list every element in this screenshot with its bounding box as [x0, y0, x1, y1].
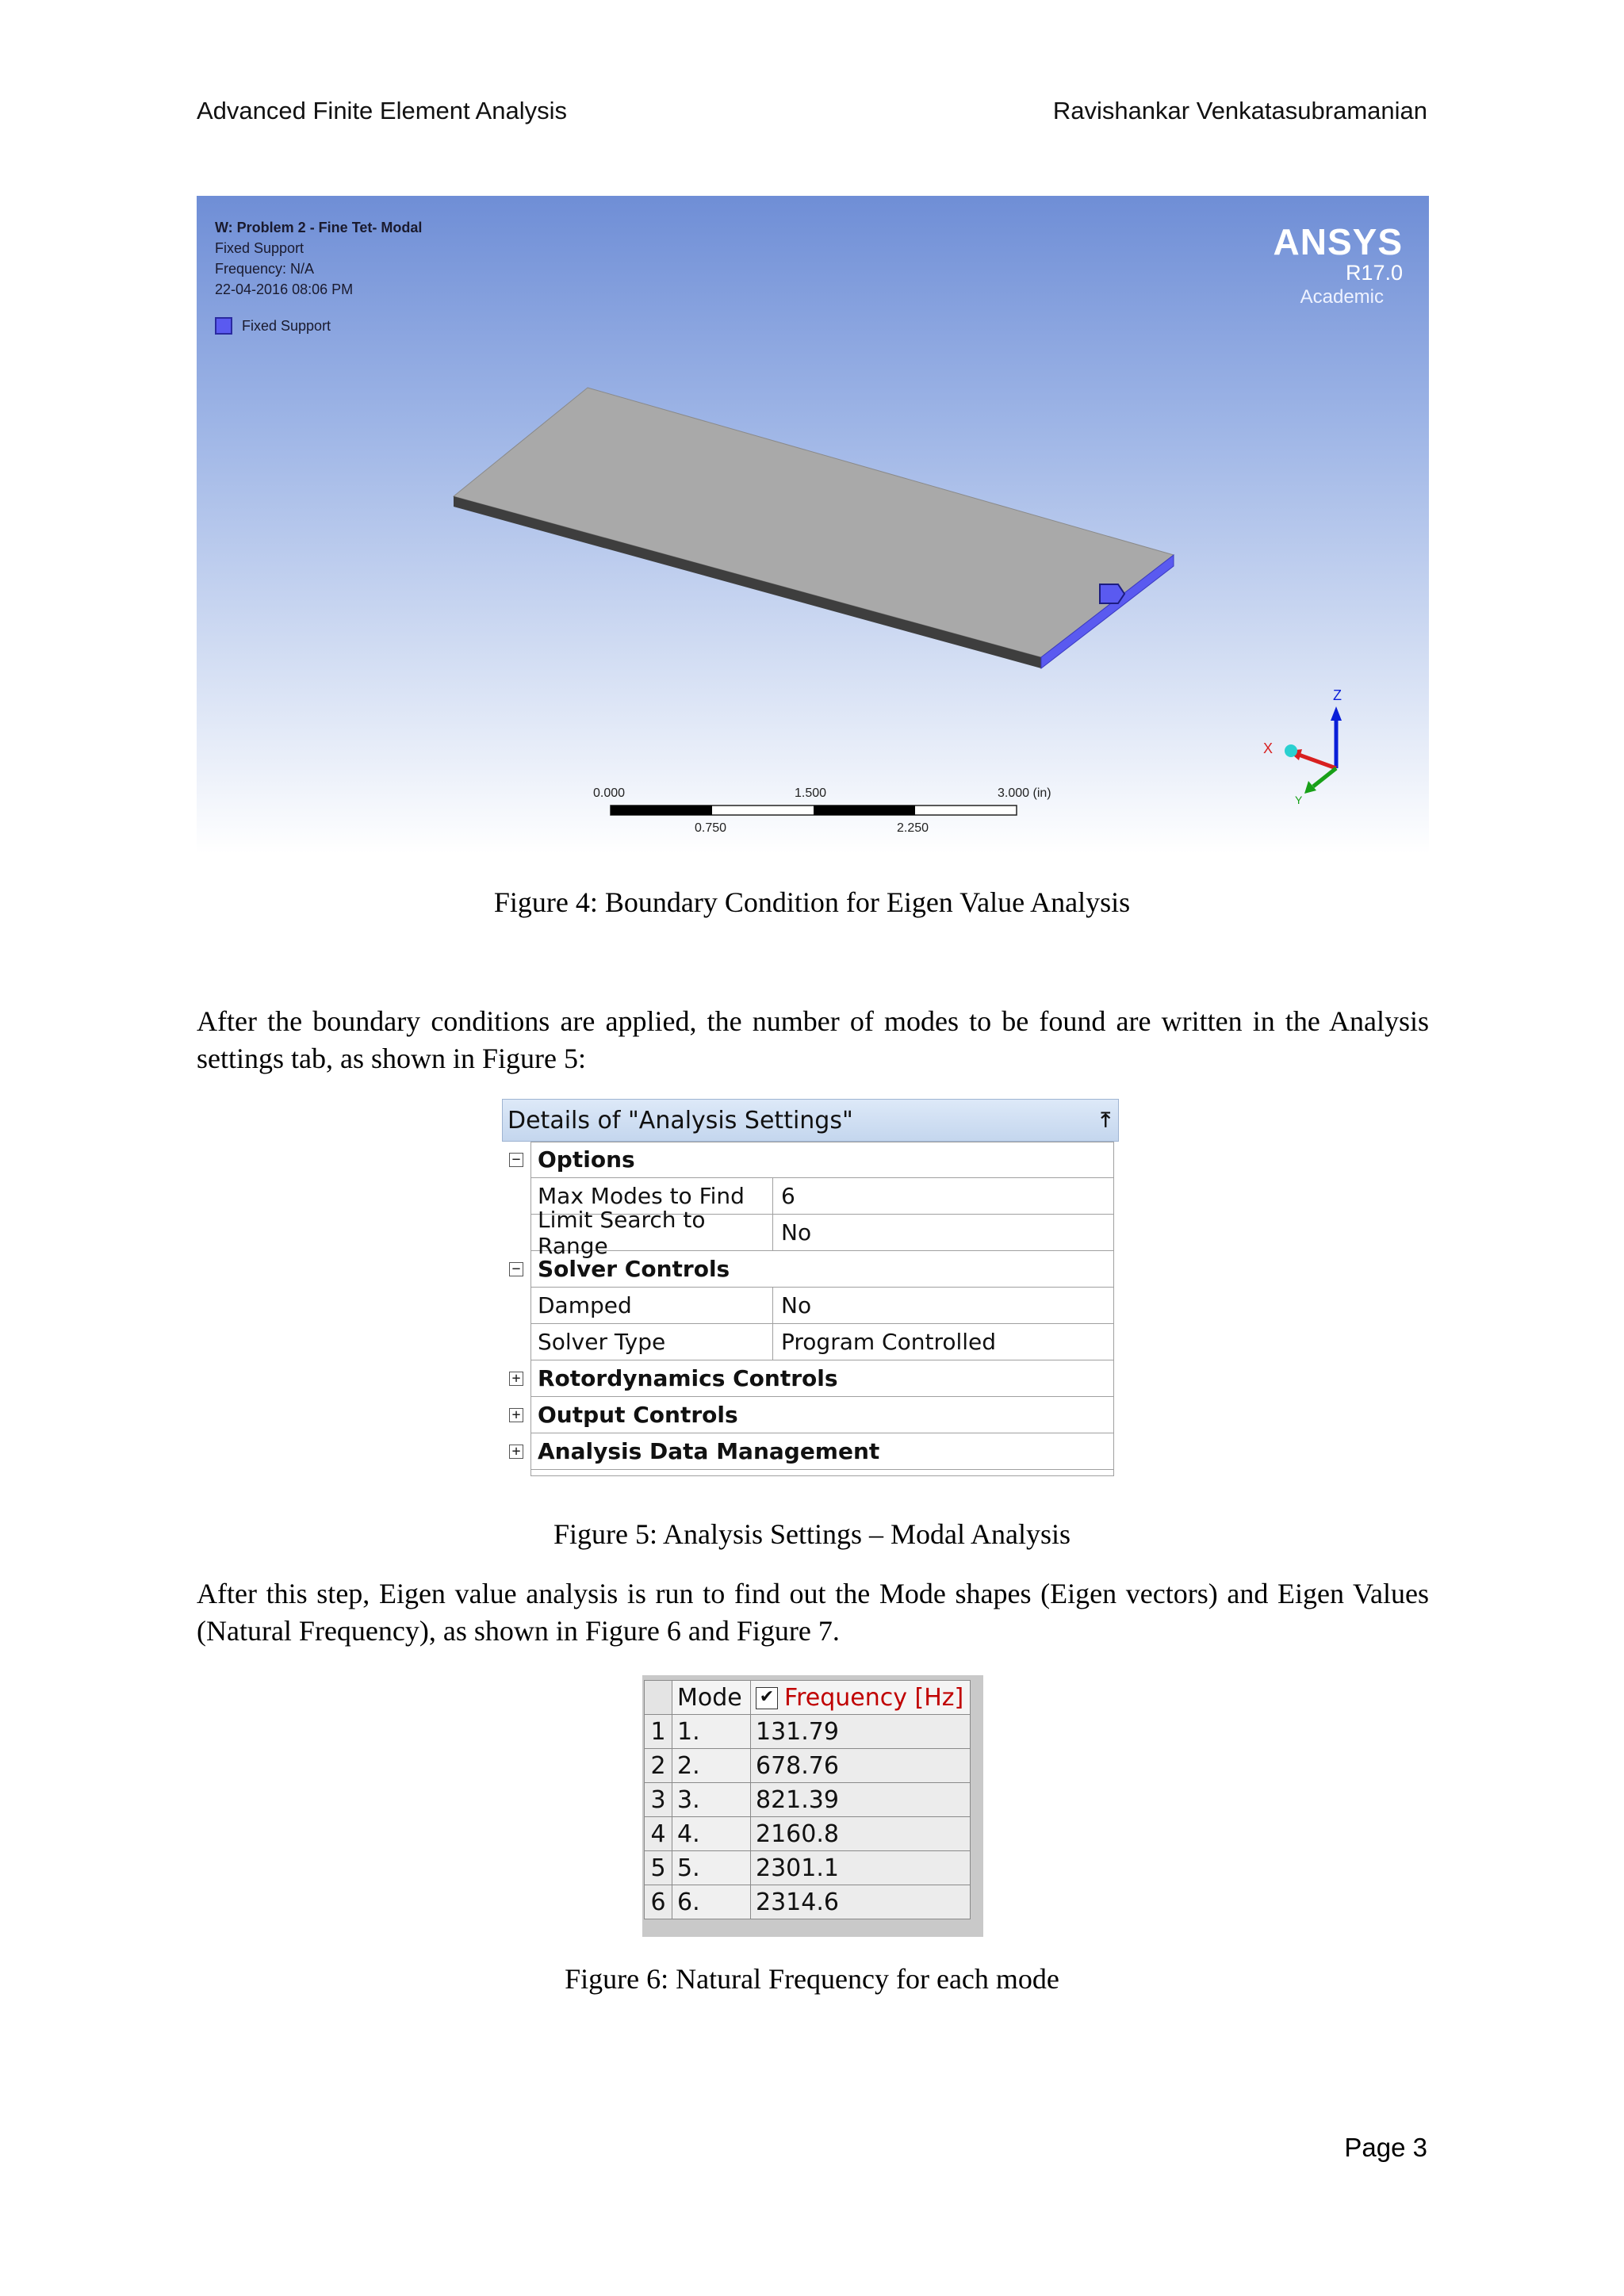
figure4-caption: Figure 4: Boundary Condition for Eigen Value Analysis	[493, 886, 1131, 918]
header-author: Ravishankar Venkatasubramanian	[1052, 97, 1427, 124]
frequency-cell[interactable]: 2301.1	[751, 1851, 971, 1885]
viewport-info-date: 22-04-2016 08:06 PM	[215, 281, 354, 297]
row-index[interactable]: 2	[645, 1749, 672, 1783]
header-frequency[interactable]	[751, 1681, 971, 1715]
group-rotordynamics-label: Rotordynamics Controls	[530, 1360, 1114, 1397]
group-output-controls[interactable]	[502, 1397, 1114, 1433]
max-modes-label: Max Modes to Find	[530, 1178, 773, 1215]
scale-label-1500: 1.500	[795, 786, 827, 800]
frequency-table-panel	[642, 1675, 983, 1937]
table-row[interactable]	[645, 1851, 971, 1885]
expand-data-management[interactable]	[502, 1433, 530, 1470]
table-row[interactable]	[645, 1715, 971, 1749]
model-geometry	[197, 196, 1429, 854]
row-index[interactable]: 6	[645, 1885, 672, 1919]
row-index[interactable]: 3	[645, 1783, 672, 1817]
scale-bar-seg3	[814, 806, 915, 815]
row-solver-type[interactable]	[502, 1324, 1114, 1360]
minus-icon[interactable]: −	[509, 1262, 523, 1276]
table-row[interactable]	[645, 1783, 971, 1817]
damped-value[interactable]: No	[773, 1288, 1114, 1324]
table-header-row	[645, 1681, 971, 1715]
scale-label-3000: 3.000 (in)	[998, 786, 1051, 800]
scale-bar-seg1	[611, 806, 712, 815]
plus-icon[interactable]: +	[509, 1408, 523, 1422]
ansys-logo-name: ANSYS	[1273, 221, 1403, 262]
scale-label-750: 0.750	[695, 821, 727, 835]
row-limit-search[interactable]	[502, 1206, 1114, 1259]
limit-search-label: Limit Search to Range	[530, 1215, 773, 1251]
frequency-cell[interactable]: 2160.8	[751, 1817, 971, 1851]
mode-cell[interactable]: 1.	[672, 1715, 751, 1749]
triad-y-label: Y	[1295, 794, 1303, 806]
expand-output-controls[interactable]	[502, 1397, 530, 1433]
group-solver-controls[interactable]	[502, 1251, 1114, 1288]
paragraph-1: After the boundary conditions are applied, the number of modes to be found are written in the Analysis settings tab, as shown in Figure 5:	[197, 1005, 1429, 1074]
triad-x-label: X	[1263, 740, 1274, 756]
ansys-logo-edition: Academic	[1300, 286, 1384, 308]
scale-label-0: 0.000	[593, 786, 626, 800]
frequency-cell[interactable]: 131.79	[751, 1715, 971, 1749]
scale-label-2250: 2.250	[897, 821, 929, 835]
details-title-bar	[502, 1099, 1119, 1142]
page-number: Page 3	[1344, 2133, 1427, 2162]
table-row[interactable]	[645, 1817, 971, 1851]
fixed-support-marker	[1100, 584, 1124, 603]
group-data-management[interactable]	[502, 1433, 1114, 1470]
analysis-settings-panel	[502, 1099, 1119, 1494]
mode-cell[interactable]: 2.	[672, 1749, 751, 1783]
table-row[interactable]	[645, 1749, 971, 1783]
group-solver-label: Solver Controls	[530, 1251, 1114, 1288]
frequency-table	[644, 1680, 971, 1919]
collapse-solver-controls[interactable]	[502, 1251, 530, 1288]
triad-x-axis	[1299, 755, 1336, 768]
expand-rotordynamics[interactable]	[502, 1360, 530, 1397]
legend-label: Fixed Support	[242, 317, 331, 334]
details-title: Details of "Analysis Settings"	[508, 1106, 853, 1135]
header-corner	[645, 1681, 672, 1715]
viewport-info-frequency: Frequency: N/A	[215, 261, 315, 277]
triad-z-label: Z	[1333, 687, 1342, 703]
header-frequency-label: Frequency [Hz]	[784, 1684, 964, 1712]
frequency-cell[interactable]: 821.39	[751, 1783, 971, 1817]
group-options[interactable]	[502, 1142, 1114, 1178]
pin-icon[interactable]: ⤒	[1101, 1108, 1110, 1132]
header-title: Advanced Finite Element Analysis	[197, 97, 567, 124]
paragraph-2: After this step, Eigen value analysis is run to find out the Mode shapes (Eigen vectors) and Eigen Values (Natural Frequency), as shown in Figure 6 and Figure 7.	[197, 1578, 1429, 1647]
group-data-management-label: Analysis Data Management	[530, 1433, 1114, 1470]
mode-cell[interactable]: 4.	[672, 1817, 751, 1851]
triad-z-arrow	[1331, 706, 1342, 721]
table-row[interactable]	[645, 1885, 971, 1919]
damped-label: Damped	[530, 1288, 773, 1324]
row-index[interactable]: 5	[645, 1851, 672, 1885]
row-index[interactable]: 1	[645, 1715, 672, 1749]
plus-icon[interactable]: +	[509, 1372, 523, 1386]
viewport-info-object: Fixed Support	[215, 240, 304, 256]
header-mode[interactable]: Mode	[672, 1681, 751, 1715]
group-rotordynamics[interactable]	[502, 1360, 1114, 1397]
plus-icon[interactable]: +	[509, 1445, 523, 1459]
frequency-cell[interactable]: 2314.6	[751, 1885, 971, 1919]
figure5-caption: Figure 5: Analysis Settings – Modal Analysis	[553, 1518, 1071, 1550]
ansys-logo-version: R17.0	[1345, 261, 1403, 285]
solver-type-value[interactable]: Program Controlled	[773, 1324, 1114, 1360]
solver-type-label: Solver Type	[530, 1324, 773, 1360]
row-damped[interactable]	[502, 1288, 1114, 1324]
frequency-cell[interactable]: 678.76	[751, 1749, 971, 1783]
mode-cell[interactable]: 6.	[672, 1885, 751, 1919]
checkbox-icon[interactable]: ✔	[756, 1687, 778, 1709]
plate-top	[454, 388, 1174, 657]
figure6-caption: Figure 6: Natural Frequency for each mode	[565, 1963, 1059, 1995]
ansys-viewport[interactable]	[197, 196, 1429, 854]
triad-origin-sphere	[1285, 744, 1297, 757]
row-index[interactable]: 4	[645, 1817, 672, 1851]
minus-icon[interactable]: −	[509, 1153, 523, 1167]
mode-cell[interactable]: 5.	[672, 1851, 751, 1885]
group-options-label: Options	[530, 1142, 1114, 1178]
collapse-options[interactable]	[502, 1142, 530, 1178]
triad-y-axis	[1313, 768, 1336, 786]
mode-cell[interactable]: 3.	[672, 1783, 751, 1817]
viewport-info-title: W: Problem 2 - Fine Tet- Modal	[215, 220, 423, 235]
limit-search-value[interactable]: No	[773, 1215, 1114, 1251]
max-modes-value[interactable]: 6	[773, 1178, 1114, 1215]
group-output-label: Output Controls	[530, 1397, 1114, 1433]
